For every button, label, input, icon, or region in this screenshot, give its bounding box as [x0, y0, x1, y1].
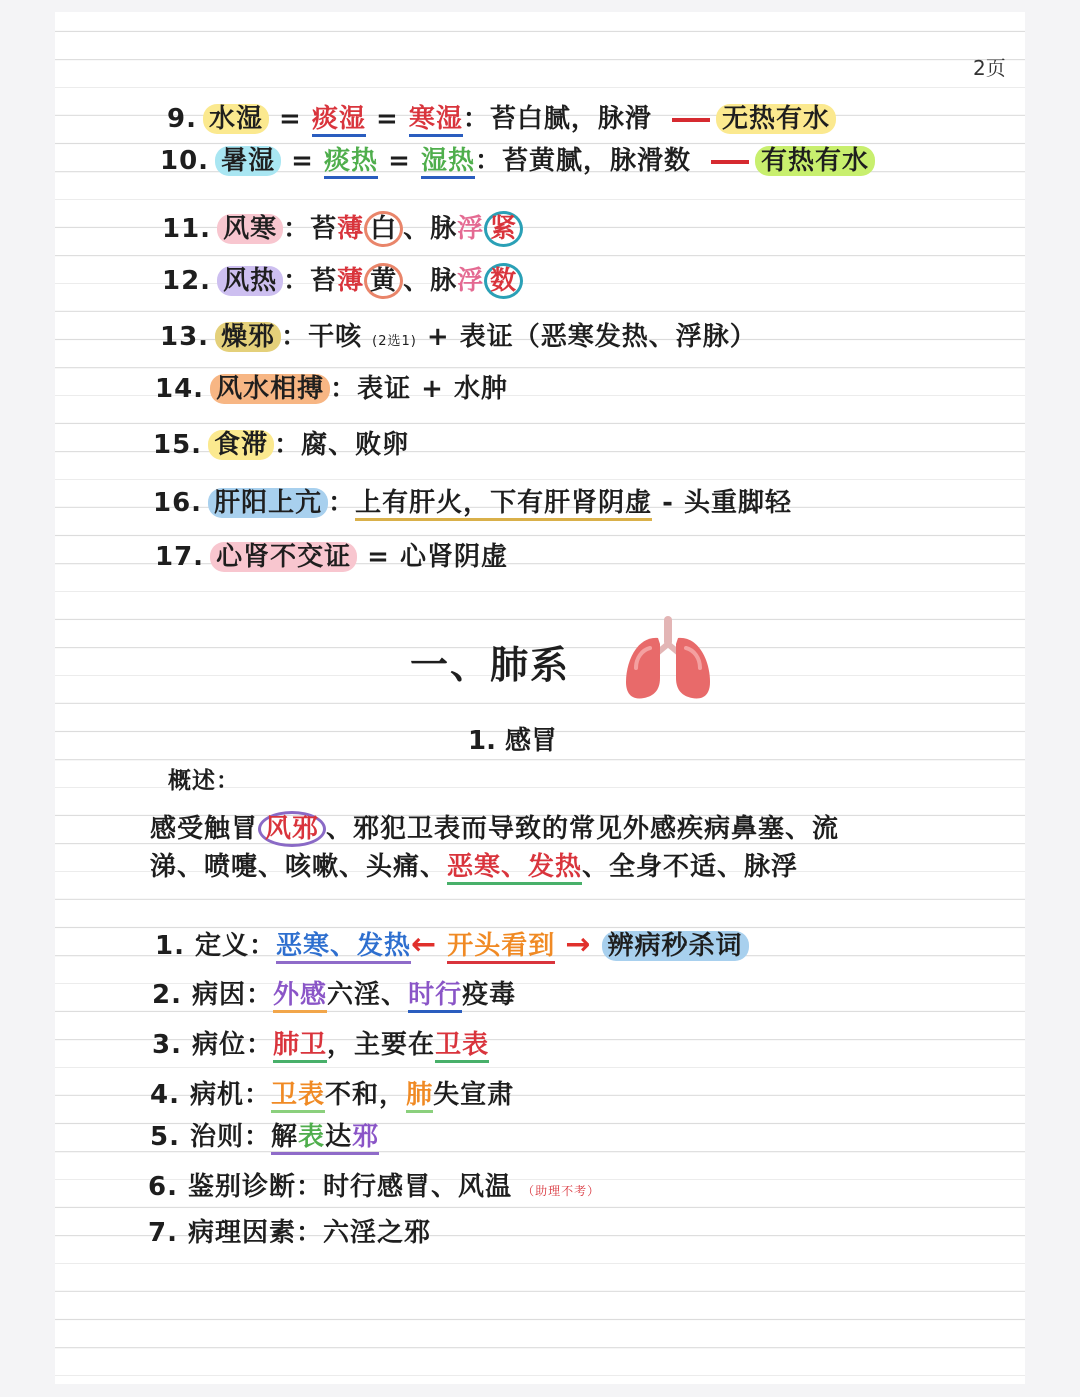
point-2 — [152, 978, 516, 1012]
synonym: 痰热 — [324, 146, 378, 179]
item-12 — [162, 264, 523, 298]
circled-char: 紧 — [484, 211, 523, 247]
description-underlined: 上有肝火，下有肝肾阴虚 — [355, 488, 652, 521]
term-highlight: 风热 — [217, 266, 283, 296]
text: 疫毒 — [462, 980, 517, 1010]
text: 六淫、 — [327, 980, 409, 1010]
equals: = — [375, 104, 399, 134]
item-number: 14. — [155, 374, 205, 404]
point-3 — [152, 1028, 489, 1062]
point-7 — [148, 1216, 431, 1250]
section-heading: 一、肺系 — [410, 643, 571, 687]
term-highlight: 肝阳上亢 — [208, 488, 328, 518]
note: (2选1) — [372, 334, 417, 349]
highlight-text: 卫表 — [435, 1030, 489, 1063]
point-label: 2. 病因： — [152, 980, 274, 1010]
point-value: 恶寒、发热 — [276, 931, 411, 964]
highlight-text: 时行 — [408, 980, 462, 1013]
equals: = — [291, 146, 314, 176]
text: 苔 — [310, 214, 338, 244]
underlined-term: 恶寒、发热 — [447, 852, 582, 885]
item-number: 10. — [160, 146, 210, 176]
text-red: 薄 — [337, 266, 365, 296]
description: = 心肾阴虚 — [357, 542, 508, 572]
text: 涕、喷嚏、咳嗽、头痛、 — [150, 852, 448, 882]
term-highlight: 风水相搏 — [210, 374, 330, 404]
highlight-text: 肺卫 — [273, 1030, 327, 1063]
point-label: 3. 病位： — [152, 1030, 274, 1060]
circled-char: 白 — [364, 211, 403, 247]
circled-char: 数 — [484, 263, 523, 299]
text: 、邪犯卫表而导致的常见外感疾病鼻塞、流 — [326, 814, 840, 844]
colon: ： — [283, 214, 311, 244]
colon: ： — [283, 266, 311, 296]
item-11 — [162, 212, 523, 246]
text: 不和， — [325, 1080, 407, 1110]
highlight-text: 外感 — [273, 980, 327, 1013]
tag-highlight: 无热有水 — [716, 104, 836, 134]
circled-term: 风邪 — [258, 811, 326, 847]
description: ：苔黄腻，脉滑数 — [474, 146, 691, 176]
description: ：干咳 — [281, 322, 363, 352]
item-16 — [153, 486, 792, 520]
text: 失宣肃 — [433, 1080, 515, 1110]
item-9 — [167, 102, 836, 136]
dash-connector — [672, 118, 710, 122]
item-14 — [155, 372, 508, 406]
term-highlight: 心肾不交证 — [210, 542, 357, 572]
point-4 — [150, 1078, 514, 1112]
point-5 — [150, 1120, 379, 1154]
item-number: 17. — [155, 542, 205, 572]
tag-highlight: 有热有水 — [755, 146, 875, 176]
circled-char: 黄 — [364, 263, 403, 299]
item-number: 11. — [162, 214, 212, 244]
term-highlight: 食滞 — [208, 430, 274, 460]
equals: = — [388, 146, 411, 176]
term-highlight: 燥邪 — [215, 322, 281, 352]
item-number: 12. — [162, 266, 212, 296]
highlight-text: 邪 — [352, 1122, 380, 1152]
description: + 表证（恶寒发热、浮脉） — [426, 322, 757, 352]
term-highlight: 暑湿 — [215, 146, 281, 176]
item-number: 9. — [167, 104, 197, 134]
item-15 — [153, 428, 409, 462]
dash-connector — [711, 160, 749, 164]
item-number: 15. — [153, 430, 203, 460]
term-highlight: 风寒 — [217, 214, 283, 244]
text-red: 薄 — [337, 214, 365, 244]
colon: ： — [328, 488, 356, 518]
point-label: 4. 病机： — [150, 1080, 272, 1110]
overview-line-1 — [150, 812, 839, 846]
point-label: 6. 鉴别诊断： — [148, 1172, 324, 1202]
synonym: 湿热 — [421, 146, 475, 179]
text: 苔 — [310, 266, 338, 296]
item-10 — [160, 144, 875, 178]
left-arrow-icon: ← — [411, 927, 438, 962]
item-number: 16. — [153, 488, 203, 518]
description: ：苔白腻，脉滑 — [462, 104, 652, 134]
page-number: 2页 — [973, 56, 1006, 80]
point-label: 1. 定义： — [155, 931, 277, 961]
overview-line-2 — [150, 850, 798, 884]
highlight-text: 肺 — [406, 1080, 433, 1113]
point-note: （助理不考） — [522, 1184, 601, 1198]
lungs-icon — [620, 614, 716, 708]
point-value: 六淫之邪 — [323, 1218, 432, 1248]
sub-heading: 1. 感冒 — [468, 726, 558, 756]
text: 感受触冒 — [150, 814, 259, 844]
equals: = — [279, 104, 302, 134]
point-6 — [148, 1170, 600, 1208]
point-label: 5. 治则： — [150, 1122, 272, 1152]
point-value: 时行感冒、风温 — [323, 1172, 513, 1202]
item-number: 13. — [160, 322, 210, 352]
point-1 — [155, 928, 749, 963]
text-pink: 浮 — [457, 266, 485, 296]
text: 、脉 — [403, 214, 458, 244]
overview-label: 概述： — [168, 768, 240, 794]
description: ：腐、败卵 — [274, 430, 410, 460]
text: 达 — [325, 1122, 353, 1152]
point-label: 7. 病理因素： — [148, 1218, 324, 1248]
synonym: 痰湿 — [312, 104, 366, 137]
description: ：表证 + 水肿 — [330, 374, 508, 404]
description: - 头重脚轻 — [652, 488, 793, 518]
text-pink: 浮 — [457, 214, 485, 244]
right-arrow-icon: → — [565, 927, 592, 962]
synonym: 寒湿 — [409, 104, 463, 137]
text: 解 — [271, 1122, 299, 1152]
text: 、全身不适、脉浮 — [582, 852, 799, 882]
highlight-text: 表 — [298, 1122, 326, 1152]
point-note: 开头看到 — [447, 931, 555, 964]
item-17 — [155, 540, 508, 574]
term-highlight: 水湿 — [203, 104, 269, 134]
notebook-page — [55, 12, 1025, 1384]
item-13 — [160, 320, 757, 359]
highlight-text: 卫表 — [271, 1080, 325, 1113]
tag-highlight: 辨病秒杀词 — [602, 931, 749, 961]
text: 、脉 — [403, 266, 458, 296]
text: ，主要在 — [327, 1030, 436, 1060]
